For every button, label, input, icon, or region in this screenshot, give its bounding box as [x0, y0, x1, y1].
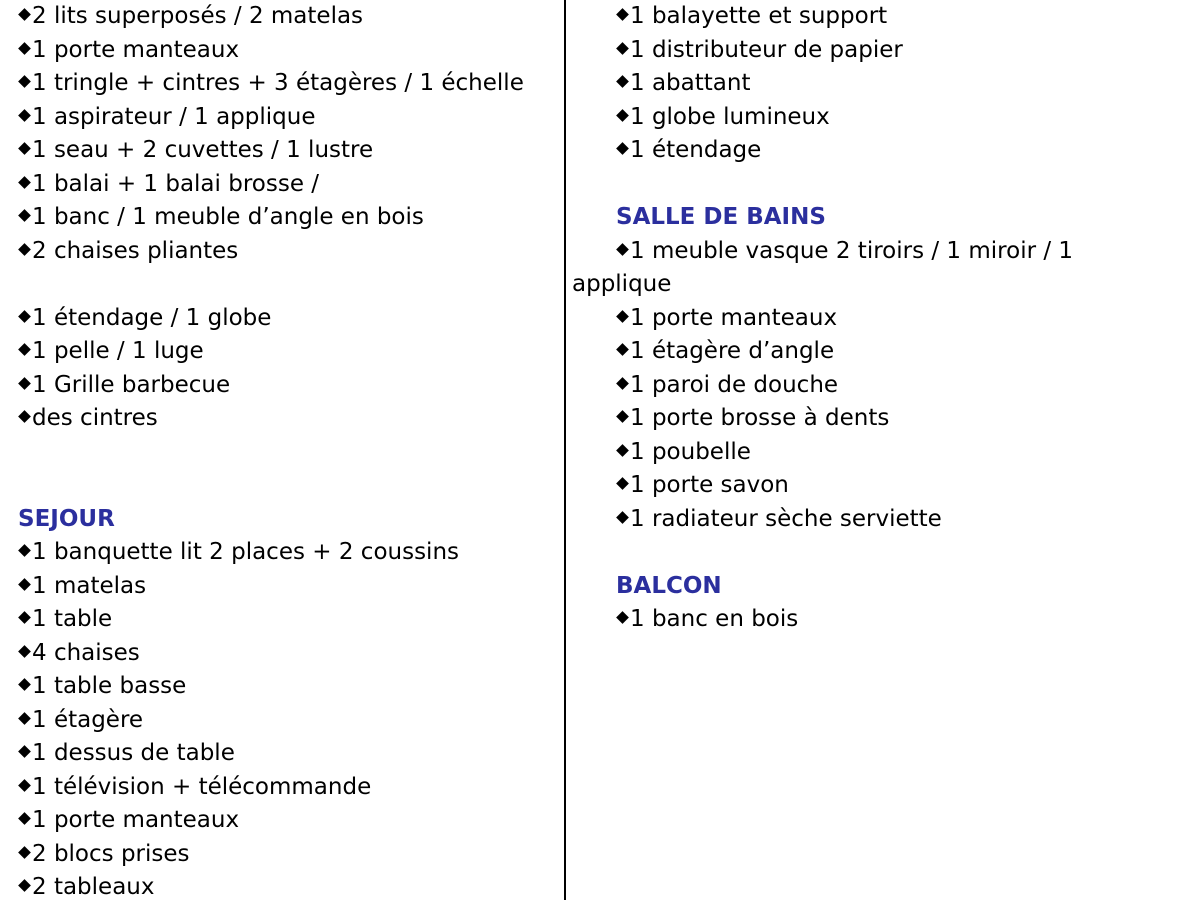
diamond-bullet-icon: [616, 377, 629, 390]
section-salle-de-bains: [572, 201, 1192, 536]
list-item: [18, 737, 558, 771]
diamond-bullet-icon: [18, 879, 31, 892]
diamond-bullet-icon: [616, 109, 629, 122]
diamond-bullet-icon: [18, 578, 31, 591]
item-text: 1 porte manteaux: [32, 36, 240, 63]
diamond-bullet-icon: [616, 410, 629, 423]
diamond-bullet-icon: [18, 176, 31, 189]
diamond-bullet-icon: [18, 209, 31, 222]
section-heading: SEJOUR: [18, 505, 115, 532]
list-item: [18, 603, 558, 637]
item-text: 1 balayette et support: [630, 3, 888, 29]
list-item: [572, 469, 1192, 503]
inventory-list-mid: [18, 302, 558, 436]
diamond-bullet-icon: [18, 377, 31, 390]
diamond-bullet-icon: [18, 410, 31, 423]
item-text: 1 pelle / 1 luge: [32, 338, 204, 364]
item-text: 2 chaises pliantes: [32, 237, 239, 264]
item-text: 1 banquette lit 2 places + 2 coussins: [32, 539, 460, 565]
item-text: 1 globe lumineux: [630, 103, 830, 130]
item-text: 1 table: [32, 606, 113, 632]
column-divider: [564, 0, 566, 900]
item-text: 1 porte brosse à dents: [630, 405, 890, 431]
item-text: 1 poubelle: [630, 438, 751, 465]
item-text: 2 tableaux: [32, 874, 155, 900]
item-text: 1 aspirateur / 1 applique: [32, 103, 316, 130]
diamond-bullet-icon: [18, 310, 31, 323]
diamond-bullet-icon: [18, 611, 31, 624]
list-item: [18, 570, 558, 604]
list-item: [18, 838, 558, 872]
spacer: [572, 168, 1192, 202]
diamond-bullet-icon: [18, 712, 31, 725]
list-item: [18, 168, 558, 202]
list-item: [572, 503, 1192, 537]
section-balcon: [572, 570, 1192, 637]
item-text: 1 tringle + cintres + 3 étagères / 1 échelle: [32, 70, 524, 96]
item-text: 1 porte savon: [630, 472, 789, 498]
item-text: 1 télévision + télécommande: [32, 773, 372, 800]
list-item: [18, 235, 558, 269]
item-text: 1 Grille barbecue: [32, 371, 231, 398]
inventory-list-top: [18, 0, 558, 268]
diamond-bullet-icon: [18, 645, 31, 658]
list-item: [572, 402, 1192, 436]
list-item: [572, 335, 1192, 369]
list-item-wrap: applique: [572, 271, 672, 297]
list-item: [572, 67, 1192, 101]
item-text: 1 seau + 2 cuvettes / 1 lustre: [32, 137, 374, 163]
diamond-bullet-icon: [616, 343, 629, 356]
list-item: [18, 670, 558, 704]
diamond-bullet-icon: [18, 544, 31, 557]
diamond-bullet-icon: [616, 511, 629, 524]
item-text: des cintres: [32, 405, 158, 431]
list-item: [572, 603, 1192, 637]
item-text: 2 lits superposés / 2 matelas: [32, 3, 364, 29]
list-item: [18, 302, 558, 336]
item-text: 1 porte manteaux: [630, 304, 838, 331]
item-text: 1 distributeur de papier: [630, 36, 903, 63]
section-heading: BALCON: [616, 572, 722, 599]
diamond-bullet-icon: [18, 8, 31, 21]
diamond-bullet-icon: [616, 142, 629, 155]
list-item: [572, 436, 1192, 470]
list-item: [18, 0, 558, 34]
diamond-bullet-icon: [616, 8, 629, 21]
diamond-bullet-icon: [18, 75, 31, 88]
list-item: [18, 771, 558, 805]
list-item: [18, 536, 558, 570]
item-text: 1 étendage: [630, 137, 762, 163]
list-item: [18, 637, 558, 671]
list-item: [18, 804, 558, 838]
spacer: [572, 536, 1192, 570]
list-item: [572, 302, 1192, 336]
diamond-bullet-icon: [18, 812, 31, 825]
diamond-bullet-icon: [616, 477, 629, 490]
diamond-bullet-icon: [18, 343, 31, 356]
diamond-bullet-icon: [18, 142, 31, 155]
item-text: 1 étagère: [32, 706, 144, 733]
item-text: 4 chaises: [32, 639, 140, 666]
item-text: 2 blocs prises: [32, 840, 190, 867]
list-item: [572, 134, 1192, 168]
diamond-bullet-icon: [18, 109, 31, 122]
item-text: 1 matelas: [32, 572, 147, 599]
inventory-list-top-right: [572, 0, 1192, 168]
list-item: [572, 0, 1192, 34]
diamond-bullet-icon: [616, 444, 629, 457]
left-column: [18, 0, 558, 905]
item-text: 1 radiateur sèche serviette: [630, 505, 942, 532]
list-item: [18, 369, 558, 403]
spacer: [18, 436, 558, 503]
diamond-bullet-icon: [18, 779, 31, 792]
list-item: [18, 201, 558, 235]
diamond-bullet-icon: [18, 678, 31, 691]
item-text: 1 abattant: [630, 70, 751, 96]
item-text: 1 banc en bois: [630, 606, 799, 632]
item-text: 1 meuble vasque 2 tiroirs / 1 miroir / 1: [630, 237, 1074, 264]
item-text: 1 étendage / 1 globe: [32, 304, 272, 331]
list-item: [18, 67, 558, 101]
list-item: [572, 369, 1192, 403]
item-text: 1 banc / 1 meuble d’angle en bois: [32, 204, 424, 230]
diamond-bullet-icon: [616, 75, 629, 88]
list-item: [18, 335, 558, 369]
diamond-bullet-icon: [18, 243, 31, 256]
diamond-bullet-icon: [616, 611, 629, 624]
item-text: 1 balai + 1 balai brosse /: [32, 170, 320, 197]
item-text: 1 étagère d’angle: [630, 338, 835, 364]
list-item: [18, 134, 558, 168]
list-item: [572, 101, 1192, 135]
diamond-bullet-icon: [616, 42, 629, 55]
list-item: [18, 704, 558, 738]
list-item: [18, 871, 558, 905]
item-text: 1 porte manteaux: [32, 807, 240, 833]
section-heading: SALLE DE BAINS: [616, 204, 826, 230]
diamond-bullet-icon: [18, 745, 31, 758]
spacer: [18, 268, 558, 302]
item-text: 1 table basse: [32, 673, 187, 699]
list-item: [18, 402, 558, 436]
diamond-bullet-icon: [616, 243, 629, 256]
diamond-bullet-icon: [18, 42, 31, 55]
list-item: [572, 34, 1192, 68]
list-item: [18, 34, 558, 68]
item-text: 1 dessus de table: [32, 740, 235, 766]
diamond-bullet-icon: [616, 310, 629, 323]
section-sejour: [18, 503, 558, 905]
item-text: 1 paroi de douche: [630, 371, 839, 398]
diamond-bullet-icon: [18, 846, 31, 859]
right-column: [572, 0, 1192, 637]
list-item: [572, 235, 1192, 269]
list-item: [18, 101, 558, 135]
